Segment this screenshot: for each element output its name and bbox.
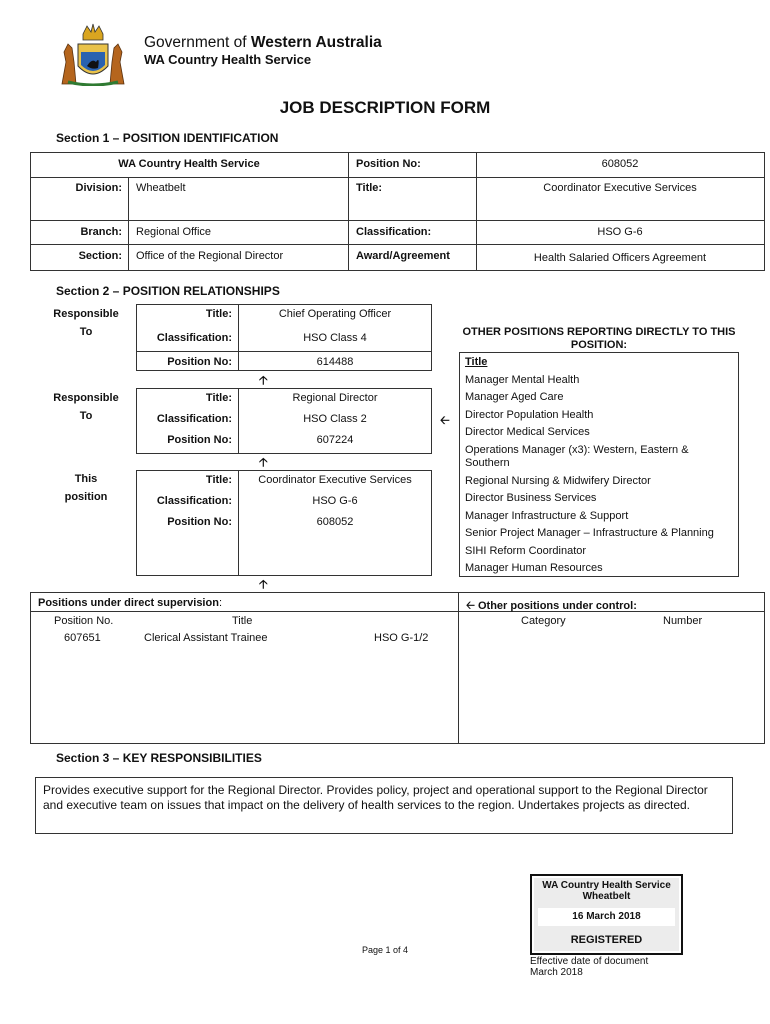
section-value: Office of the Regional Director [136,250,284,262]
list-item: SIHI Reform Coordinator [465,544,587,557]
stamp-line1: WA Country Health Service [542,880,671,891]
org-name-cell: WA Country Health Service [118,158,260,170]
list-item: Director Business Services [465,492,597,504]
position-no-label: Position No: [356,158,421,170]
classification-label: Classification: [356,226,432,238]
responsible-label-2: Responsible [53,392,119,404]
box1-classification-label: Classification: [156,332,232,344]
effective-date-value: March 2018 [530,967,583,978]
box3-classification-value: HSO G-6 [312,495,358,507]
branch-value: Regional Office [136,226,212,238]
up-arrow-icon: 🡡 [259,577,268,591]
sup-col-position-no: Position No. [54,615,114,627]
this-label: This [74,473,98,485]
other-control-heading-text: Other positions under control: [477,600,637,612]
box2-position-no-label: Position No: [167,434,232,446]
division-label: Division: [75,182,122,194]
box2-classification-value: HSO Class 2 [303,413,367,425]
stamp-date: 16 March 2018 [572,911,641,922]
government-state: Western Australia [250,34,382,51]
box3-title-label: Title: [205,474,232,486]
other-positions-title-header: Title [465,356,488,368]
position-no-value: 608052 [601,158,639,170]
box3-title-value: Coordinator Executive Services [258,474,412,486]
list-item: Director Medical Services [465,426,590,438]
list-item: Operations Manager (x3): Western, Eastern & Southern [465,443,689,469]
supervision-heading-colon: : [218,597,222,609]
list-item: Regional Nursing & Midwifery Director [465,474,651,487]
supervised-position-no: 607651 [64,632,101,644]
position-label: position [64,491,108,503]
section-label: Section: [78,250,122,262]
to-label-2: To [79,410,93,422]
responsible-label-1: Responsible [53,308,119,320]
section3-heading: Section 3 – KEY RESPONSIBILITIES [56,751,262,765]
box1-title-value: Chief Operating Officer [278,308,392,320]
box2-title-value: Regional Director [292,392,378,404]
title-label: Title: [356,182,383,194]
other-positions-list [465,354,735,578]
left-arrow-icon: 🡠 [440,413,450,427]
list-item: Manager Infrastructure & Support [465,509,629,522]
supervised-classification: HSO G-1/2 [374,632,429,644]
left-arrow-icon: 🡠 [466,600,475,612]
other-positions-heading: OTHER POSITIONS REPORTING DIRECTLY TO THIS POSITION: [462,326,736,351]
page-number: Page 1 of 4 [362,945,409,955]
sup-col-title: Title [232,615,253,627]
box1-title-label: Title: [205,308,232,320]
list-item: Manager Aged Care [465,391,564,403]
box3-position-no-label: Position No: [167,516,232,528]
government-heading [144,34,382,52]
branch-label: Branch: [80,226,122,238]
stamp-line2: Wheatbelt [582,891,631,902]
supervision-heading-text: Positions under direct supervision [38,597,219,609]
list-item: Director Population Health [465,408,594,421]
box3-classification-label: Classification: [156,495,232,507]
form-title: JOB DESCRIPTION FORM [279,98,491,117]
box1-position-no-value: 614488 [316,356,354,368]
section1-heading: Section 1 – POSITION IDENTIFICATION [56,131,279,145]
government-prefix: Government of [144,34,247,51]
to-label-1: To [79,326,93,338]
service-heading: WA Country Health Service [144,52,312,67]
classification-value: HSO G-6 [597,226,643,238]
division-value: Wheatbelt [136,182,186,194]
box2-classification-label: Classification: [156,413,232,425]
box2-position-no-value: 607224 [316,434,354,446]
box1-position-no-label: Position No: [167,356,232,368]
award-value: Health Salaried Officers Agreement [533,252,707,264]
box1-classification-value: HSO Class 4 [303,332,367,344]
effective-date-label: Effective date of document [530,956,649,967]
list-item: Manager Human Resources [465,562,603,574]
list-item: Senior Project Manager – Infrastructure & Planning [465,527,714,539]
ctrl-col-category: Category [521,615,566,627]
title-value: Coordinator Executive Services [543,182,697,194]
other-control-heading [466,597,637,616]
box3-position-no-value: 608052 [316,516,354,528]
ctrl-col-number: Number [663,615,703,627]
supervision-heading [38,597,222,609]
stamp-status: REGISTERED [570,934,643,946]
section2-heading: Section 2 – POSITION RELATIONSHIPS [56,284,280,298]
box2-title-label: Title: [205,392,232,404]
wa-crest-logo [56,22,130,86]
responsibilities-text: Provides executive support for the Regional Director. Provides policy, project and operational support to the Regional Director and executive team on issues that impact on the delivery of health services to the region. Undertakes projects as directed. [43,783,708,812]
list-item: Manager Mental Health [465,373,580,386]
up-arrow-icon: 🡡 [259,455,268,469]
up-arrow-icon: 🡡 [259,373,268,387]
award-label: Award/Agreement [356,250,450,262]
supervised-title: Clerical Assistant Trainee [144,632,268,644]
